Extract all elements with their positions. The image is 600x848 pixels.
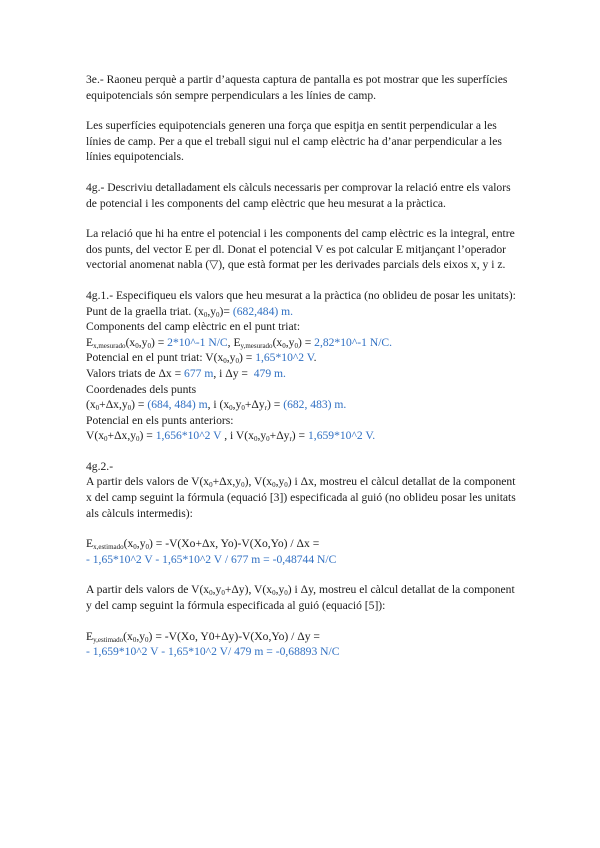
potential-label: Potencial en el punt triat: V(x (86, 351, 224, 365)
answer-3e: Les superfícies equipotencials generen una força que espitja en sentit perpendicular a les línies de camp. Per a que el treball sigui nul el camp elèctric ha d’anar perpendicular a les línies equipotencials. (86, 119, 502, 164)
ex-value: 2*10^-1 N/C (167, 335, 228, 349)
formula-x-line: $E_{x,estimado}(x_0,y_0) = -V(Xo+\Delta x$, Yo)-V(Xo,Yo) / Δx = (86, 537, 320, 552)
answer-4g: La relació que hi ha entre el potencial i les components del camp elèctric es la integral, entre dos punts, del vector E per dl. Donat el potencial V es pot calcular E mitjançant l’operador vectorial anomenat nabla (▽), que està format per les derivades parcials dels eixos x, y i z. (86, 227, 515, 272)
ey-value: 2,82*10^-1 N/C. (314, 335, 393, 349)
result-y: - 1,659*10^2 V - 1,65*10^2 V/ 479 m = -0,68893 N/C (86, 645, 340, 659)
formula-y-line: $E_{y,estimado}(x_0,y_0) = -V(Xo$, Y0+Δy)-V(Xo,Yo) / Δy = (86, 629, 320, 644)
formula-x: = -V(Xo+Δx, Yo)-V(Xo,Yo) / Δx = (155, 537, 320, 551)
question-4g: 4g.- Descriviu detalladament els càlculs necessaris per comprovar la relació entre els valors de potencial i les components del camp elèctric que heu mesurat a la pràctica. (86, 180, 511, 210)
grid-point-value: (682,484) m. (232, 304, 294, 318)
grid-point-label: Punt de la graella triat. (x (86, 304, 204, 318)
v1-value: 1,656*10^2 V (155, 429, 222, 443)
coords-line: $(x_0+\Delta x,y_0) = (684$, 484) m, i $(x_0,y_0+\Delta y_r) = (682$, 483) m. (86, 398, 347, 413)
question-4g1: 4g.1.- Especifiqueu els valors que heu mesurat a la pràctica (no oblideu de posar les unitats): (86, 288, 516, 302)
components-label: Components del camp elèctric en el punt triat: (86, 320, 301, 334)
document-page (86, 72, 516, 660)
potentials-line: $V(x_0+\Delta x,y_0)$ = 1,656*10^2 V , i $V(x_0,y_0+\Delta y_r)$ = 1,659*10^2 V. (86, 429, 376, 444)
formula-y: = -V(Xo, Y0+Δy)-V(Xo,Yo) / Δy = (155, 629, 320, 643)
dy-value: 479 m. (253, 366, 286, 380)
triats-label: Valors triats de Δx = (86, 366, 185, 380)
potentials-label: Potencial en els punts anteriors: (86, 413, 234, 427)
coord2-value: (682, 483) m. (283, 398, 347, 412)
v2-value: 1,659*10^2 V. (308, 429, 376, 443)
dx-value: 677 m (184, 366, 214, 380)
result-x: - 1,65*10^2 V - 1,65*10^2 V / 677 m = -0,48744 N/C (86, 552, 337, 566)
intro-y: A partir dels valors de $V(x_0,y_0+\Delta y)$, $V(x_0,y_0)$ i Δy, mostreu el càlcul detallat de la component y del camp seguint la fórmula especificada al guió (equació [5]): (86, 583, 515, 613)
grid-point-line: Punt de la graella triat. $(x_0,y_0)= (682,484)$ m. (86, 304, 294, 319)
intro-x: A partir dels valors de $V(x_0+\Delta x,y_0)$, $V(x_0,y_0)$ i Δx, mostreu el càlcul detallat de la component x del camp seguint la fórmula (equació [3]) especificada al guió (no oblideu posar les unitats als càlculs intermedis): (86, 475, 516, 520)
triats-line: Valors triats de Δx = 677 m, i Δy = 479 m. (86, 366, 286, 380)
coords-label: Coordenades dels punts (86, 382, 197, 396)
heading-4g2: 4g.2.- (86, 459, 114, 473)
potential-value: 1,65*10^2 V (255, 351, 314, 365)
question-3e: 3e.- Raoneu perquè a partir d’aquesta captura de pantalla es pot mostrar que les superfícies equipotencials són sempre perpendiculars a les línies de camp. (86, 73, 508, 102)
coord1-value: (684, 484) m (147, 398, 208, 412)
potential-line: Potencial en el punt triat: $V(x_0,y_0)$ = 1,65*10^2 V. (86, 351, 317, 366)
field-components-line: $E_{x,mesurado}(x_0,y_0)$ = 2*10^-1 N/C, $E_{y,mesurado}(x_0,y_0)$ = 2,82*10^-1 N/C. (86, 335, 393, 350)
